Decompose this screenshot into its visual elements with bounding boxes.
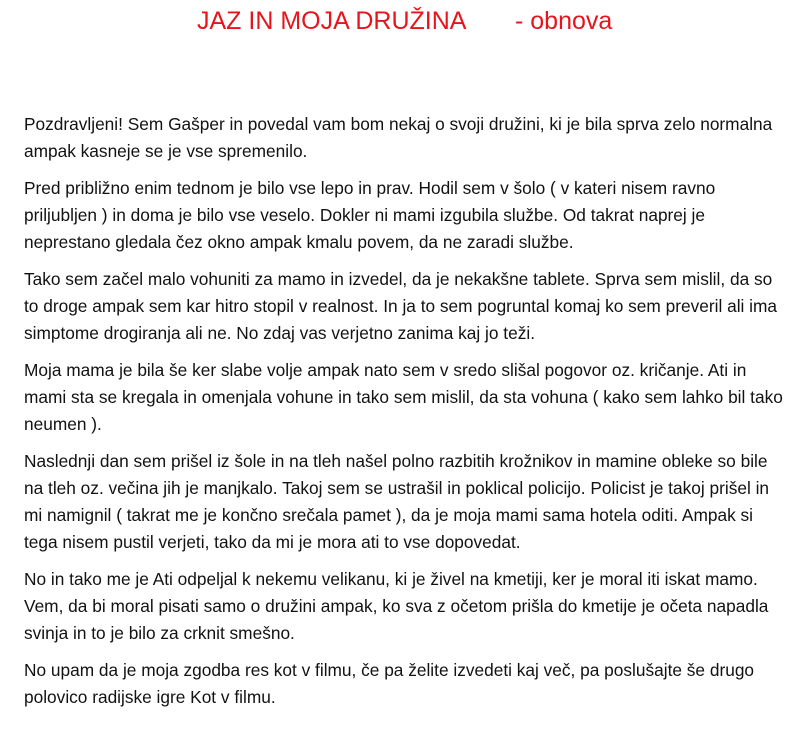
paragraph-6: No in tako me je Ati odpeljal k nekemu velikanu, ki je živel na kmetiji, ker je moral iti iskat mamo. Vem, da bi moral pisati samo o družini ampak, ko sva z očetom prišla do kmetije je očeta napadla svinja in to je bilo za crknit smešno. (24, 569, 769, 643)
paragraph-2: Pred približno enim tednom je bilo vse lepo in prav. Hodil sem v šolo ( v kateri nisem ravno priljubljen ) in doma je bilo vse veselo. Dokler ni mami izgubila službe. Od takrat naprej je neprestano gledala čez okno ampak kmalu povem, da ne zaradi službe. (24, 178, 716, 252)
paragraph-3: Tako sem začel malo vohuniti za mamo in izvedel, da je nekakšne tablete. Sprva sem mislil, da so to droge ampak sem kar hitro stopil v realnost. In ja to sem pogruntal komaj ko sem preveril ali ima simptome drogiranja ali ne. No zdaj vas verjetno zanima kaj jo teži. (24, 269, 778, 343)
paragraph-1: Pozdravljeni! Sem Gašper in povedal vam bom nekaj o svoji družini, ki je bila sprva zelo normalna ampak kasneje se je vse spremenilo. (24, 114, 773, 161)
paragraph-4: Moja mama je bila še ker slabe volje ampak nato sem v sredo slišal pogovor oz. kričanje. Ati in mami sta se kregala in omenjala vohune in tako sem mislil, da sta vohuna ( kako sem lahko bil tako neumen ). (24, 360, 783, 434)
title-line (0, 7, 803, 41)
document-title: JAZ IN MOJA DRUŽINA (197, 7, 467, 35)
document-subtitle: - obnova (515, 7, 613, 35)
paragraph-5: Naslednji dan sem prišel iz šole in na tleh našel polno razbitih krožnikov in mamine obleke so bile na tleh oz. večina jih je manjkalo. Takoj sem se ustrašil in poklical policijo. Policist je takoj prišel in mi namignil ( takrat me je končno srečala pamet ), da je moja mami sama hotela oditi. Ampak si tega nisem pustil verjeti, tako da mi je mora ati to vse dopovedat. (24, 451, 770, 552)
document-body (24, 111, 786, 721)
paragraph-7: No upam da je moja zgodba res kot v filmu, če pa želite izvedeti kaj več, pa poslušajte še drugo polovico radijske igre Kot v filmu. (24, 660, 755, 707)
